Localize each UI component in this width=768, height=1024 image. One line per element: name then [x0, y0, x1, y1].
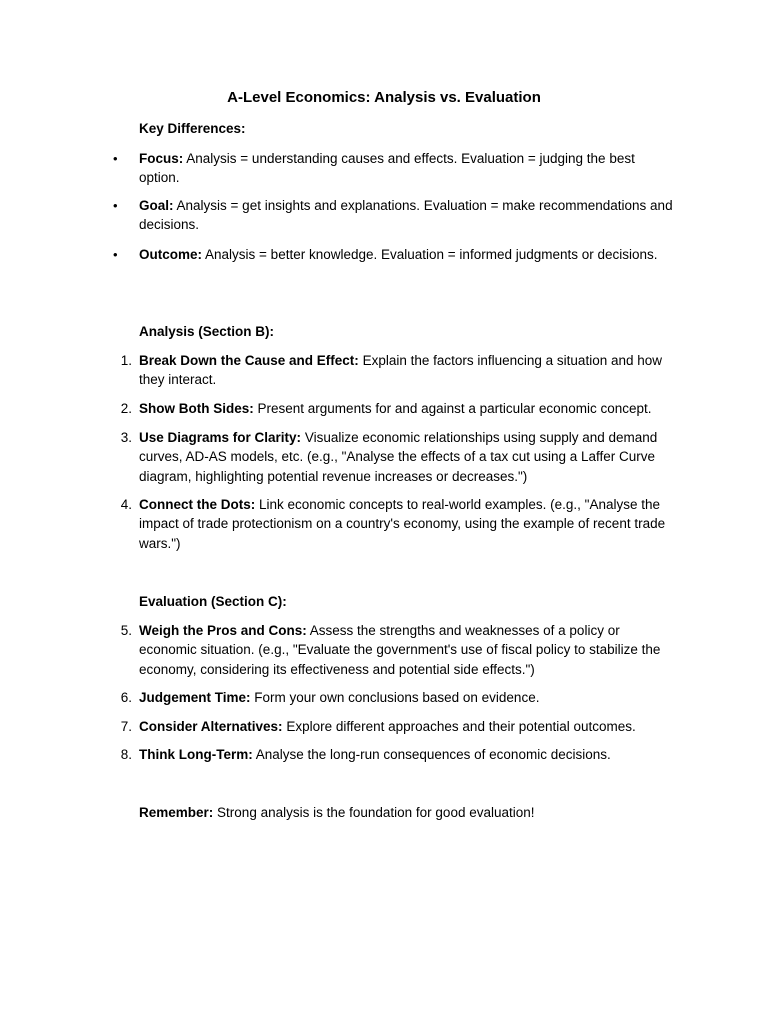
- item-term: Outcome:: [139, 247, 203, 262]
- item-term: Connect the Dots:: [139, 497, 256, 512]
- item-number: 5.: [120, 623, 132, 638]
- item-text: Analysis = better knowledge. Evaluation = informed judgments or decisions.: [205, 247, 658, 262]
- list-item: [120, 745, 679, 764]
- key-differences-heading: Key Differences:: [139, 121, 246, 136]
- item-term: Goal:: [139, 198, 174, 213]
- list-item: [120, 688, 679, 707]
- item-text: Present arguments for and against a particular economic concept.: [257, 401, 652, 416]
- item-text: Assess the strengths and weaknesses of a policy or economic situation. (e.g., "Evaluate the government's use of fiscal policy to stabilize the economy, considering its effectiveness and potential side effects."): [139, 623, 661, 677]
- item-text: Link economic concepts to real-world examples. (e.g., "Analyse the impact of trade protectionism on a country's economy, using the example of recent trade wars."): [139, 497, 666, 551]
- list-item: [120, 621, 679, 679]
- item-number: 7.: [120, 719, 132, 734]
- item-term: Break Down the Cause and Effect:: [139, 353, 359, 368]
- remember-note: [139, 803, 535, 822]
- evaluation-heading: Evaluation (Section C):: [139, 594, 287, 609]
- item-term: Use Diagrams for Clarity:: [139, 430, 302, 445]
- item-text: Visualize economic relationships using supply and demand curves, AD-AS models, etc. (e.g., "Analyse the effects of a tax cut using a Laffer Curve diagram, highlighting potential revenue increases or decreases."): [139, 430, 658, 484]
- list-item: [113, 196, 679, 235]
- list-item: [120, 717, 679, 736]
- item-number: 3.: [120, 430, 132, 445]
- item-number: 8.: [120, 747, 132, 762]
- list-item: [113, 245, 679, 264]
- list-item: [120, 495, 679, 553]
- item-text: Analysis = understanding causes and effects. Evaluation = judging the best option.: [139, 151, 635, 186]
- remember-text: Strong analysis is the foundation for good evaluation!: [217, 805, 535, 820]
- item-number: 2.: [120, 401, 132, 416]
- bullet-icon: •: [113, 198, 118, 213]
- page-title: A-Level Economics: Analysis vs. Evaluation: [227, 89, 541, 106]
- remember-term: Remember:: [139, 805, 214, 820]
- analysis-heading: Analysis (Section B):: [139, 324, 275, 339]
- item-number: 6.: [120, 690, 132, 705]
- list-item: [120, 428, 679, 486]
- item-term: Focus:: [139, 151, 184, 166]
- item-text: Analysis = get insights and explanations. Evaluation = make recommendations and decisions.: [139, 198, 673, 233]
- item-text: Explain the factors influencing a situation and how they interact.: [139, 353, 663, 388]
- bullet-icon: •: [113, 247, 118, 262]
- item-number: 4.: [120, 497, 132, 512]
- list-item: [120, 351, 679, 390]
- item-term: Weigh the Pros and Cons:: [139, 623, 307, 638]
- item-term: Consider Alternatives:: [139, 719, 283, 734]
- item-text: Analyse the long-run consequences of economic decisions.: [255, 747, 611, 762]
- list-item: [120, 399, 679, 418]
- item-term: Show Both Sides:: [139, 401, 254, 416]
- item-number: 1.: [120, 353, 132, 368]
- bullet-icon: •: [113, 151, 118, 166]
- item-term: Judgement Time:: [139, 690, 251, 705]
- item-text: Form your own conclusions based on evidence.: [254, 690, 540, 705]
- item-term: Think Long-Term:: [139, 747, 253, 762]
- list-item: [113, 149, 679, 188]
- item-text: Explore different approaches and their potential outcomes.: [286, 719, 636, 734]
